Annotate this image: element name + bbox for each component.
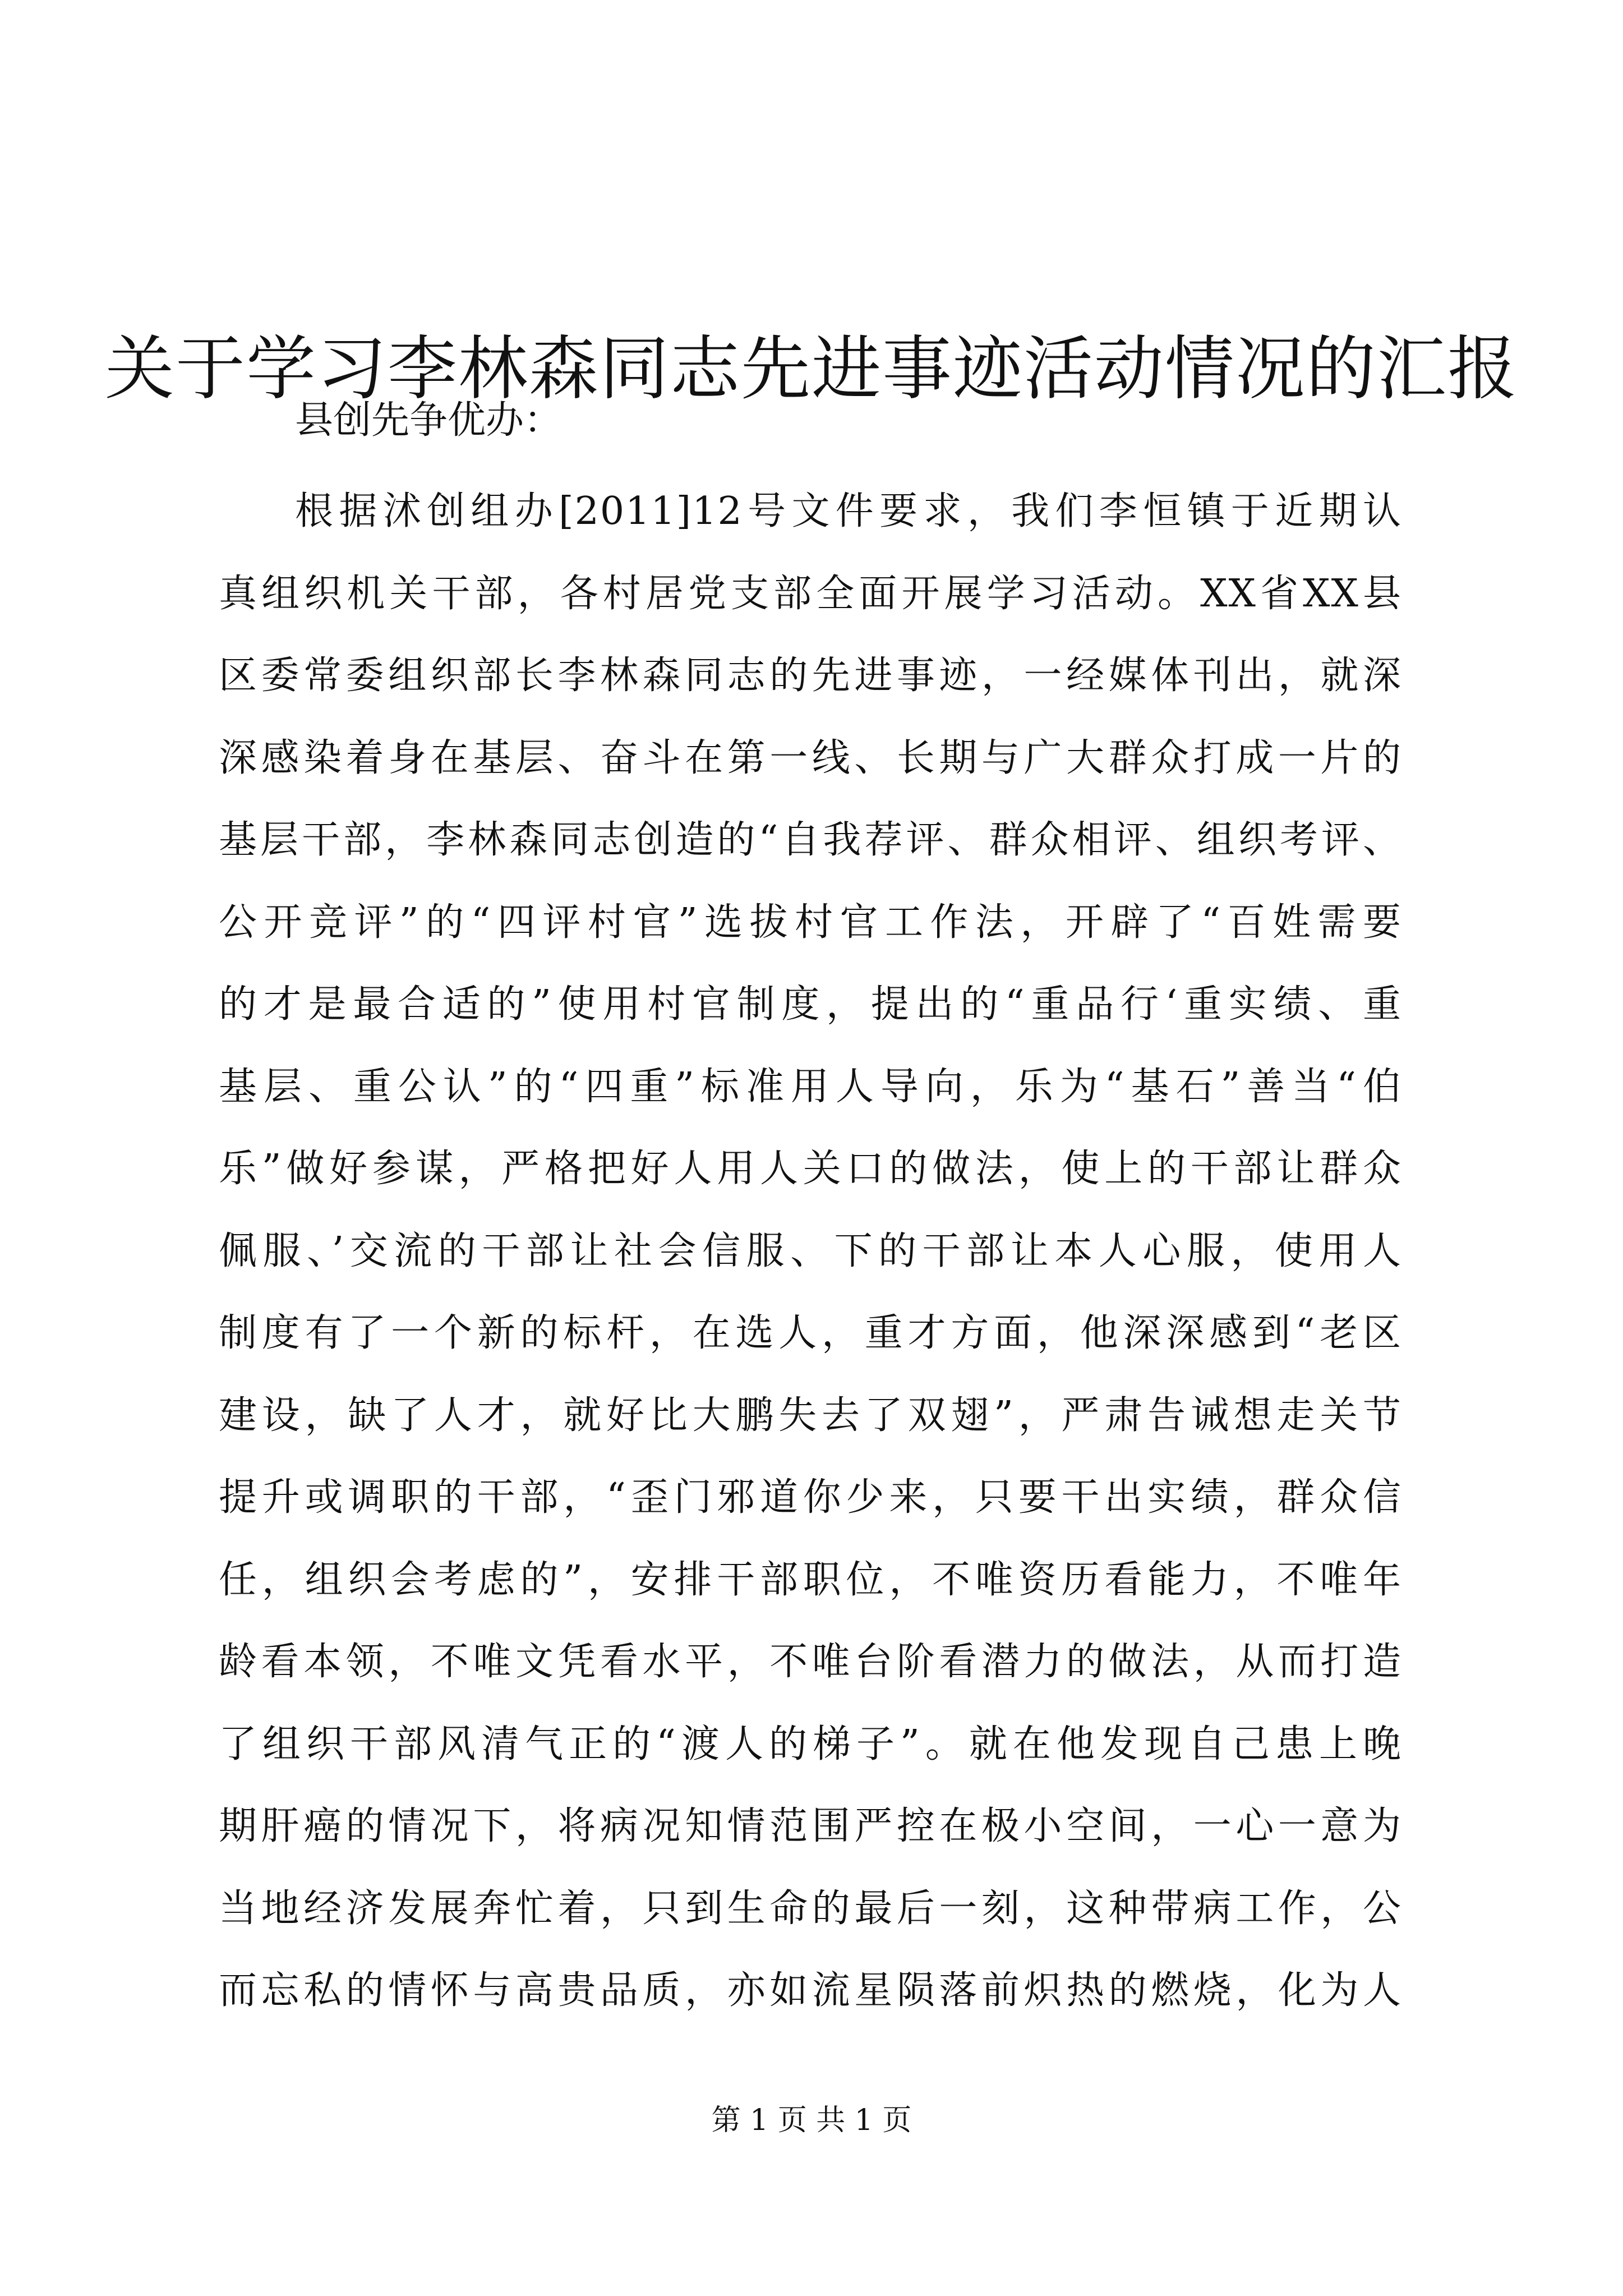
paragraph-line: 当地经济发展奔忙着，只到生命的最后一刻，这种带病工作，公: [219, 1886, 1402, 1931]
paragraph-line: 基层干部，李林森同志创造的“自我荐评、群众相评、组织考评、: [219, 818, 1402, 862]
paragraph-line: 真组织机关干部，各村居党支部全面开展学习活动。XX省XX县: [219, 571, 1402, 616]
paragraph-line: 任，组织会考虑的”，安排干部职位，不唯资历看能力，不唯年: [219, 1557, 1402, 1602]
paragraph-line: 了组织干部风清气正的“渡人的梯子”。就在他发现自己患上晚: [219, 1722, 1402, 1766]
paragraph-line: 区委常委组织部长李林森同志的先进事迹，一经媒体刊出，就深: [219, 654, 1402, 698]
paragraph-line: 深感染着身在基层、奋斗在第一线、长期与广大群众打成一片的: [219, 735, 1402, 780]
paragraph-line: 制度有了一个新的标杆，在选人，重才方面，他深深感到“老区: [219, 1311, 1402, 1355]
document-title: 关于学习李林森同志先进事迹活动情况的汇报: [104, 329, 1518, 410]
paragraph-line: 建设，缺了人才，就好比大鹏失去了双翅”，严肃告诫想走关节: [219, 1393, 1402, 1438]
paragraph-line: 提升或调职的干部，“歪门邪道你少来，只要干出实绩，群众信: [219, 1475, 1402, 1520]
paragraph-line: 佩服、’交流的干部让社会信服、下的干部让本人心服，使用人: [219, 1228, 1402, 1273]
paragraph-line: 乐”做好参谋，严格把好人用人关口的做法，使上的干部让群众: [219, 1147, 1402, 1191]
paragraph-line: 龄看本领，不唯文凭看水平，不唯台阶看潜力的做法，从而打造: [219, 1640, 1402, 1684]
paragraph-line: 公开竞评”的“四评村官”选拔村官工作法，开辟了“百姓需要: [219, 900, 1402, 945]
paragraph-line: 基层、重公认”的“四重”标准用人导向，乐为“基石”善当“伯: [219, 1064, 1402, 1109]
paragraph-line: 的才是最合适的”使用村官制度，提出的“重品行‘重实绩、重: [219, 982, 1402, 1027]
paragraph-line: 而忘私的情怀与高贵品质，亦如流星陨落前炽热的燃烧，化为人: [219, 1968, 1402, 2013]
page-footer: 第 1 页 共 1 页: [711, 2104, 912, 2137]
salutation: 县创先争优办：: [295, 398, 562, 443]
paragraph-line: 根据沭创组办[2011]12号文件要求，我们李恒镇于近期认: [295, 489, 1402, 533]
paragraph-line: 期肝癌的情况下，将病况知情范围严控在极小空间，一心一意为: [219, 1804, 1402, 1848]
